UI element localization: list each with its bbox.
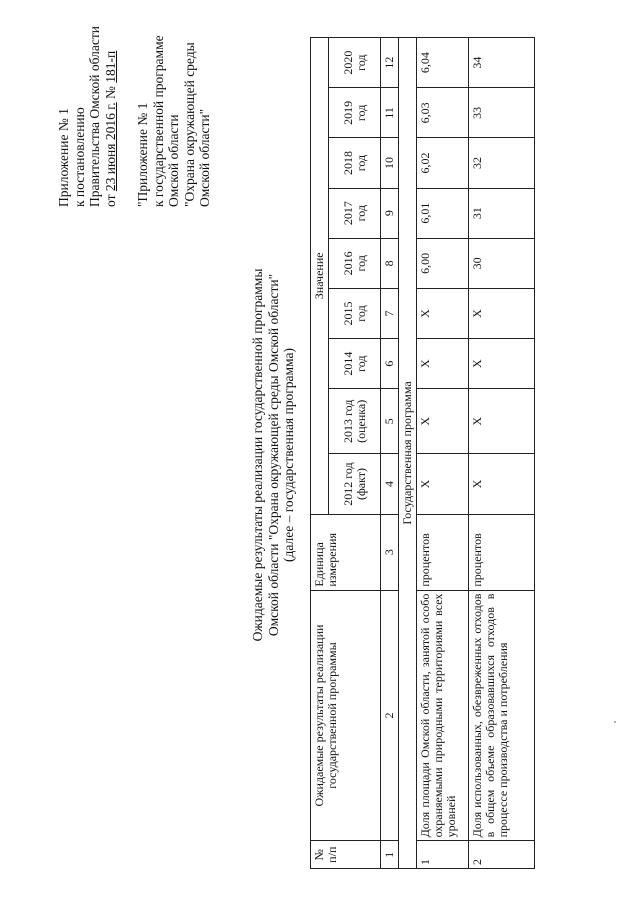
row-value: 30 xyxy=(469,238,535,288)
header-year: 2018 год xyxy=(329,138,381,188)
annex-line: Омской области xyxy=(166,114,181,207)
section-row xyxy=(399,38,417,869)
title-line: Ожидаемые результаты реализации государственной программы xyxy=(250,268,265,642)
header-value: Значение xyxy=(311,38,329,515)
annex-line: Омской области" xyxy=(197,108,212,207)
column-number: 10 xyxy=(381,138,399,188)
section-title: Государственная программа xyxy=(399,38,417,869)
document-title xyxy=(250,185,297,725)
row-value: 6,02 xyxy=(417,138,469,188)
row-value: 6,00 xyxy=(417,238,469,288)
row-result: Доля использованных, обезвреженных отходов в общем объеме образовавшихся отходов в процессе производства и потребления xyxy=(469,590,535,841)
table-row xyxy=(417,38,469,869)
header-date-line xyxy=(103,7,119,207)
column-number: 8 xyxy=(381,238,399,288)
row-value: Х xyxy=(469,454,535,514)
row-value: Х xyxy=(469,288,535,338)
column-number: 5 xyxy=(381,389,399,454)
scan-speck xyxy=(614,721,616,723)
header-year: 2015 год xyxy=(329,288,381,338)
column-number: 9 xyxy=(381,188,399,238)
column-number: 12 xyxy=(381,38,399,88)
row-unit: процентов xyxy=(469,514,535,590)
header-year: 2013 год (оценка) xyxy=(329,389,381,454)
row-value: 6,01 xyxy=(417,188,469,238)
decree-number: 181-п xyxy=(102,50,118,83)
annex-line: к государственной программе xyxy=(150,35,166,207)
decree-date: 23 июня 2016 г. xyxy=(102,102,118,192)
row-unit: процентов xyxy=(417,514,469,590)
header-line: Приложение № 1 xyxy=(56,108,71,207)
row-value: Х xyxy=(417,288,469,338)
row-value: 31 xyxy=(469,188,535,238)
date-prefix: от xyxy=(102,191,118,207)
header-year: 2017 год xyxy=(329,188,381,238)
column-number-row xyxy=(381,38,399,869)
table-row xyxy=(469,38,535,869)
number-prefix: № xyxy=(102,82,118,103)
row-value: 6,04 xyxy=(417,38,469,88)
row-value: 32 xyxy=(469,138,535,188)
row-value: Х xyxy=(417,389,469,454)
header-year: 2014 год xyxy=(329,339,381,389)
header-year: 2019 год xyxy=(329,88,381,138)
row-value: Х xyxy=(417,454,469,514)
row-value: 33 xyxy=(469,88,535,138)
column-number: 7 xyxy=(381,288,399,338)
row-value: Х xyxy=(469,339,535,389)
row-value: 6,03 xyxy=(417,88,469,138)
row-value: Х xyxy=(417,339,469,389)
results-table xyxy=(310,37,535,869)
table-header-row xyxy=(311,38,329,869)
header-line: к постановлению xyxy=(71,107,87,207)
column-number: 6 xyxy=(381,339,399,389)
title-line: Омской области "Охрана окружающей среды Омской области" xyxy=(265,273,281,637)
row-value: Х xyxy=(469,389,535,454)
row-result: Доля площади Омской области, занятой особо охраняемыми природными территориями всех уровней xyxy=(417,590,469,841)
column-number: 3 xyxy=(381,514,399,590)
row-value: 34 xyxy=(469,38,535,88)
header-line: Правительства Омской области xyxy=(87,26,102,207)
header-result: Ожидаемые результаты реализации государственной программы xyxy=(311,590,381,841)
column-number: 4 xyxy=(381,454,399,514)
header-year: 2016 год xyxy=(329,238,381,288)
title-line: (далее – государственная программа) xyxy=(281,348,296,562)
column-number: 11 xyxy=(381,88,399,138)
header-num: № п/п xyxy=(311,841,381,869)
header-year: 2020 год xyxy=(329,38,381,88)
column-number: 1 xyxy=(381,841,399,869)
row-num: 1 xyxy=(417,841,469,869)
annex-line: "Приложение № 1 xyxy=(135,102,150,207)
column-number: 2 xyxy=(381,590,399,841)
annex-line: "Охрана окружающей среды xyxy=(181,42,197,207)
row-num: 2 xyxy=(469,841,535,869)
header-unit: Единица измерения xyxy=(311,514,381,590)
header-year: 2012 год (факт) xyxy=(329,454,381,514)
decree-header xyxy=(56,7,213,207)
